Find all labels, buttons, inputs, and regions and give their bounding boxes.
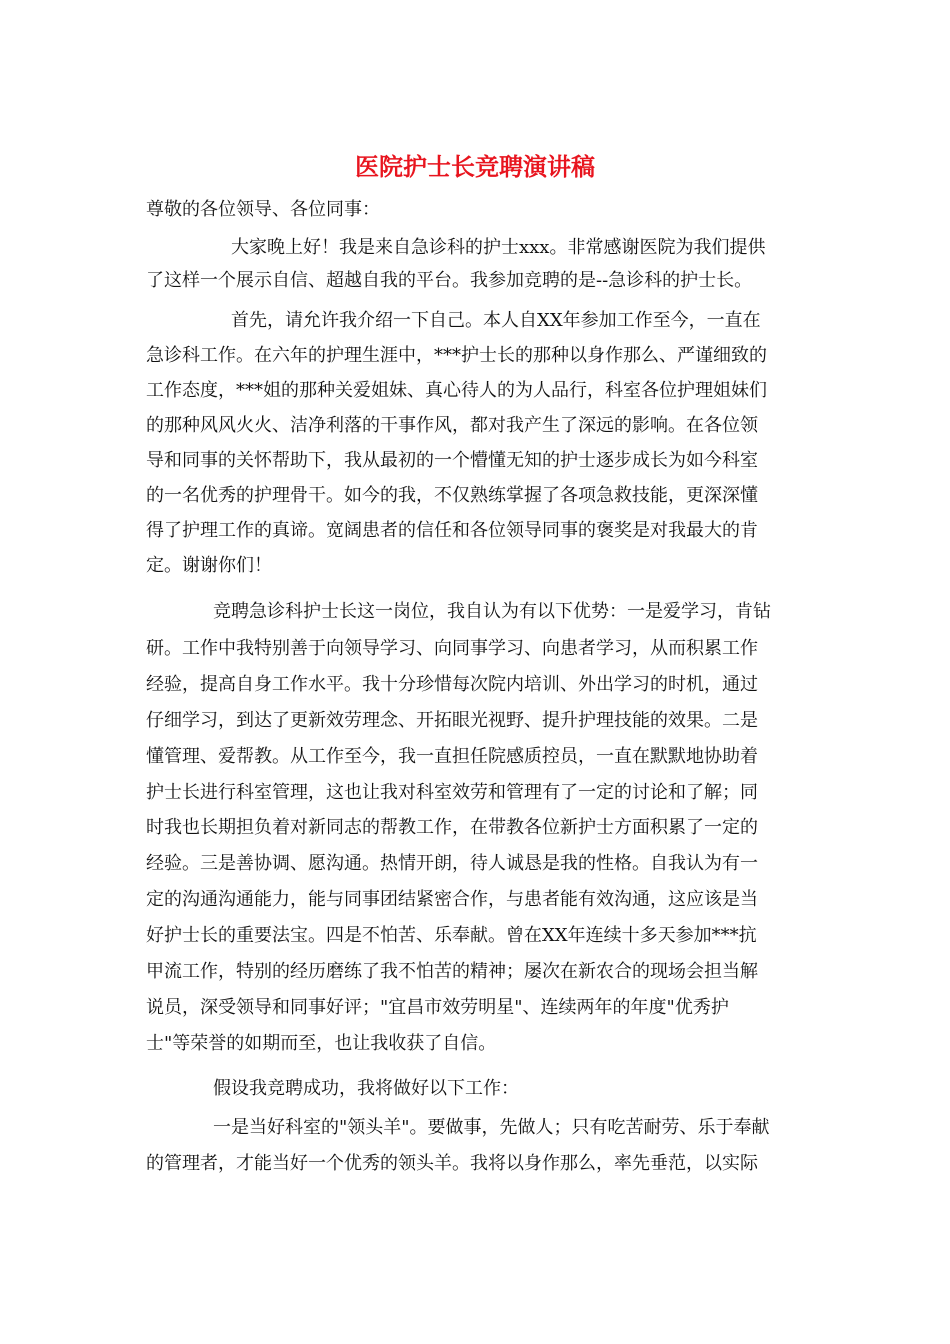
body-line: 首先，请允许我介绍一下自己。本人自XX年参加工作至今，一直在 [231, 310, 761, 331]
body-line: 导和同事的关怀帮助下，我从最初的一个懵懂无知的护士逐步成长为如今科室 [146, 450, 758, 471]
body-line: 了这样一个展示自信、超越自我的平台。我参加竞聘的是--急诊科的护士长。 [146, 270, 753, 291]
body-line: 的一名优秀的护理骨干。如今的我，不仅熟练掌握了各项急救技能，更深深懂 [146, 485, 758, 506]
body-line: 假设我竞聘成功，我将做好以下工作： [213, 1078, 519, 1099]
document-title: 医院护士长竞聘演讲稿 [355, 152, 595, 181]
body-line: 定。谢谢你们！ [146, 555, 272, 576]
body-line: 懂管理、爱帮教。从工作至今，我一直担任院感质控员，一直在默默地协助着 [146, 746, 758, 767]
body-line: 大家晚上好！我是来自急诊科的护士xxx。非常感谢医院为我们提供 [231, 237, 766, 258]
body-line: 得了护理工作的真谛。宽阔患者的信任和各位领导同事的褒奖是对我最大的肯 [146, 520, 758, 541]
body-line: 说员，深受领导和同事好评；"宜昌市效劳明星"、连续两年的年度"优秀护 [146, 997, 729, 1018]
body-line: 工作态度，***姐的那种关爱姐妹、真心待人的为人品行，科室各位护理姐妹们 [146, 380, 767, 401]
body-line: 经验。三是善协调、愿沟通。热情开朗，待人诚恳是我的性格。自我认为有一 [146, 853, 758, 874]
body-line: 时我也长期担负着对新同志的帮教工作，在带教各位新护士方面积累了一定的 [146, 817, 758, 838]
body-line: 甲流工作，特别的经历磨练了我不怕苦的精神；屡次在新农合的现场会担当解 [146, 961, 758, 982]
body-line: 一是当好科室的"领头羊"。要做事，先做人；只有吃苦耐劳、乐于奉献 [213, 1117, 770, 1138]
body-line: 护士长进行科室管理，这也让我对科室效劳和管理有了一定的讨论和了解；同 [146, 782, 758, 803]
body-line: 好护士长的重要法宝。四是不怕苦、乐奉献。曾在XX年连续十多天参加***抗 [146, 925, 757, 946]
body-line: 的那种风风火火、洁净利落的干事作风，都对我产生了深远的影响。在各位领 [146, 415, 758, 436]
body-line: 定的沟通沟通能力，能与同事团结紧密合作，与患者能有效沟通，这应该是当 [146, 889, 758, 910]
body-line: 研。工作中我特别善于向领导学习、向同事学习、向患者学习，从而积累工作 [146, 638, 758, 659]
body-line: 急诊科工作。在六年的护理生涯中，***护士长的那种以身作那么、严谨细致的 [146, 345, 767, 366]
body-line: 士"等荣誉的如期而至，也让我收获了自信。 [146, 1033, 497, 1054]
body-line: 的管理者，才能当好一个优秀的领头羊。我将以身作那么，率先垂范，以实际 [146, 1153, 758, 1174]
body-line: 仔细学习，到达了更新效劳理念、开拓眼光视野、提升护理技能的效果。二是 [146, 710, 758, 731]
body-line: 竞聘急诊科护士长这一岗位，我自认为有以下优势：一是爱学习，肯钻 [213, 601, 771, 622]
salutation: 尊敬的各位领导、各位同事： [146, 199, 380, 220]
body-line: 经验，提高自身工作水平。我十分珍惜每次院内培训、外出学习的时机，通过 [146, 674, 758, 695]
